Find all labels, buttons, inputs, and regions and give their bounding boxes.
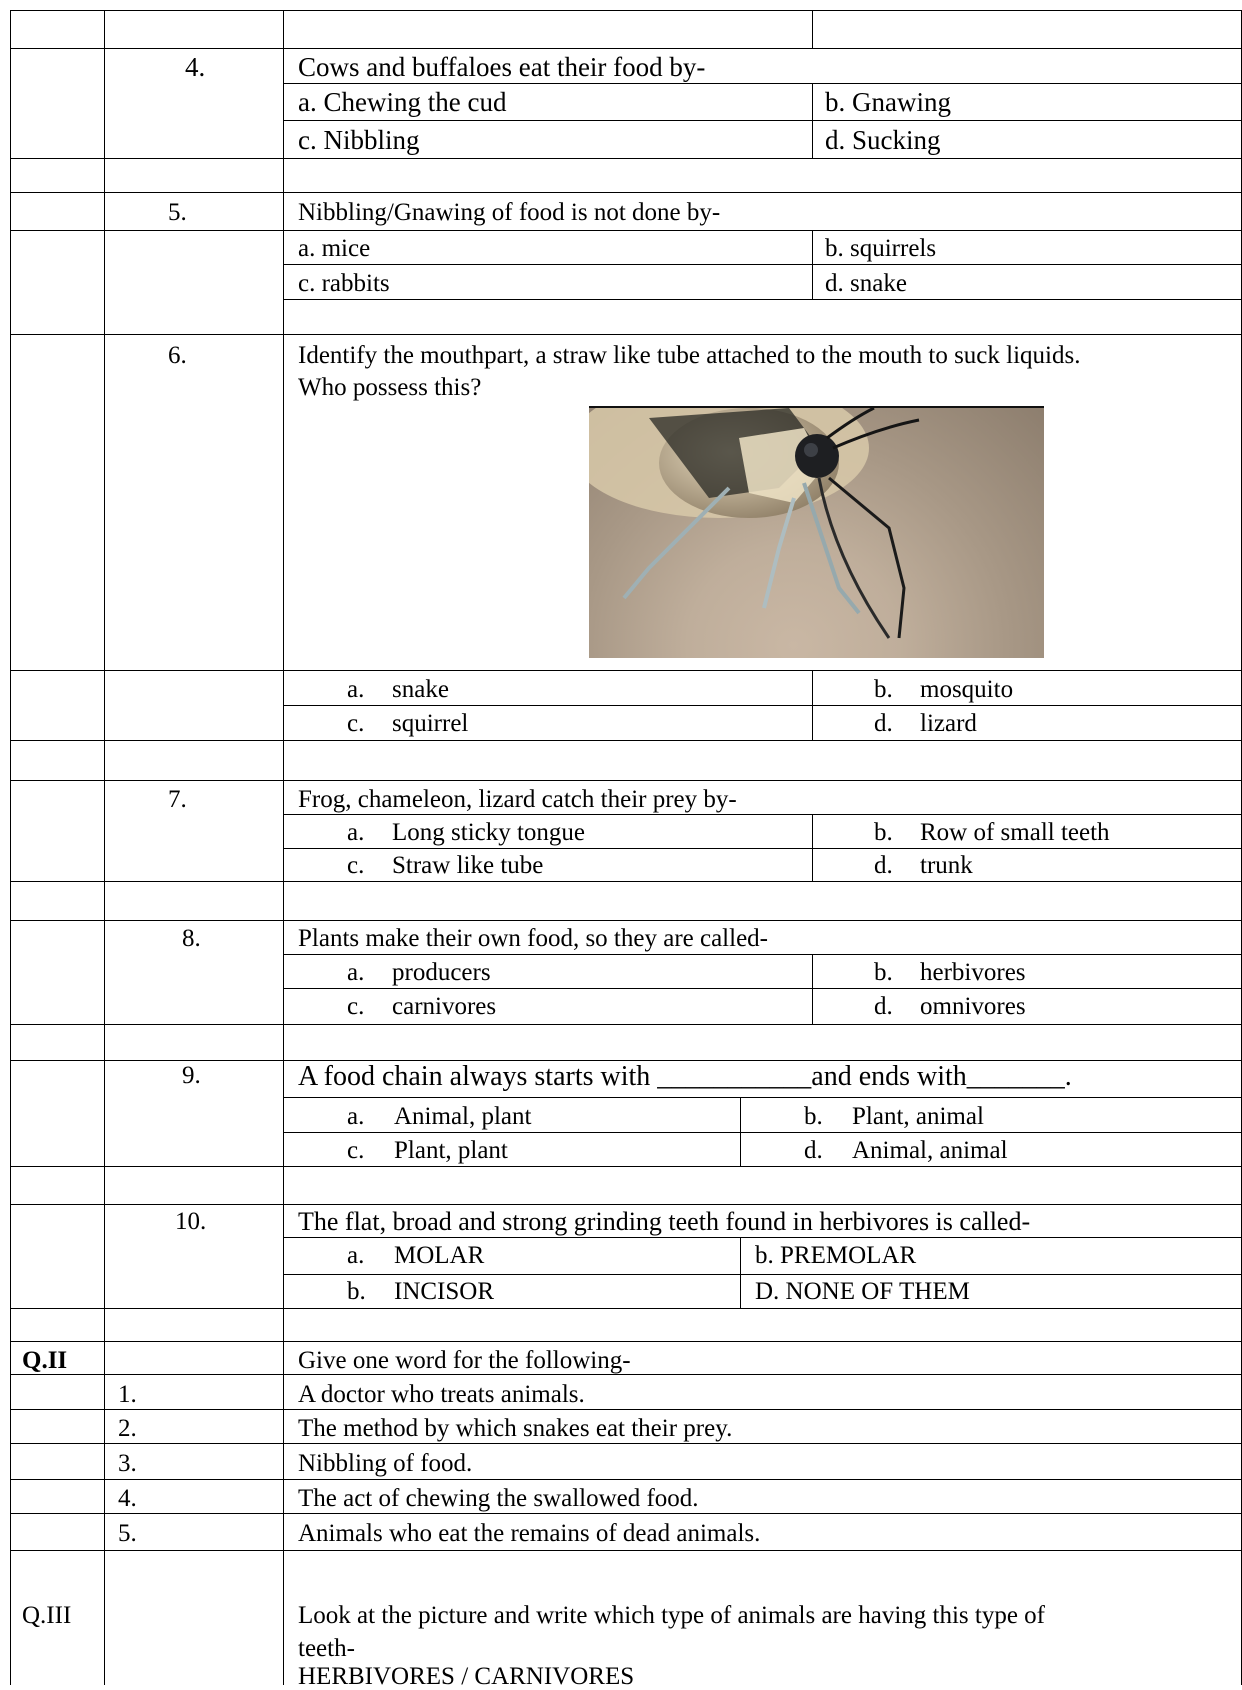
row-line [10, 1409, 1242, 1410]
column-line [812, 230, 813, 299]
question-number: 9. [182, 1062, 201, 1089]
section-text-line2: teeth- [298, 1635, 355, 1662]
row-line [10, 1308, 1242, 1309]
row-line [283, 848, 1242, 849]
option-d-letter: d. [804, 1137, 823, 1164]
option-c-text: carnivores [392, 993, 497, 1020]
column-line [283, 10, 284, 1685]
section-text-line3: HERBIVORES / CARNIVORES [298, 1663, 635, 1690]
item-text: A doctor who treats animals. [298, 1381, 585, 1408]
question-text-line1: Identify the mouthpart, a straw like tube attached to the mouth to suck liquids. [298, 342, 1081, 369]
question-text: Plants make their own food, so they are called- [298, 925, 768, 952]
column-line [10, 10, 11, 1685]
question-text: A food chain always starts with ___________and ends with_______. [298, 1061, 1072, 1092]
option-d-text: omnivores [920, 993, 1026, 1020]
question-text-line2: Who possess this? [298, 374, 482, 401]
column-line [812, 83, 813, 158]
row-line [10, 780, 1242, 781]
row-line [283, 83, 1242, 84]
question-number: 6. [168, 342, 187, 369]
option-a-text: Animal, plant [394, 1103, 532, 1130]
item-text: The method by which snakes eat their prey. [298, 1415, 733, 1442]
column-line [812, 954, 813, 1024]
row-line [10, 740, 1242, 741]
section-label: Q.III [22, 1602, 72, 1629]
row-line [10, 158, 1242, 159]
option-b-text: Row of small teeth [920, 819, 1110, 846]
column-line [104, 10, 105, 1685]
item-number: 4. [118, 1485, 137, 1512]
option-b-text: Plant, animal [852, 1103, 984, 1130]
question-number: 7. [168, 786, 187, 813]
section-text-line1: Look at the picture and write which type of animals are having this type of [298, 1602, 1045, 1629]
option-a: a. Chewing the cud [298, 87, 507, 117]
question-text: Cows and buffaloes eat their food by- [298, 52, 706, 82]
question-text: Nibbling/Gnawing of food is not done by- [298, 199, 721, 226]
option-c-text: squirrel [392, 710, 469, 737]
item-text: The act of chewing the swallowed food. [298, 1485, 699, 1512]
column-line [740, 1237, 741, 1308]
row-line [283, 120, 1242, 121]
option-a-text: MOLAR [394, 1242, 485, 1269]
column-line [812, 670, 813, 740]
option-d-letter: d. [874, 852, 893, 879]
item-number: 5. [118, 1520, 137, 1547]
row-line [10, 1204, 1242, 1205]
option-c-letter: c. [347, 993, 365, 1020]
question-number: 8. [182, 925, 201, 952]
option-d: d. Sucking [825, 125, 941, 155]
row-line [283, 264, 1242, 265]
row-line [10, 1341, 1242, 1342]
option-a-text: snake [392, 676, 449, 703]
option-c-text: INCISOR [394, 1278, 495, 1305]
option-c-letter: c. [347, 710, 365, 737]
row-line [10, 1479, 1242, 1480]
option-a-letter: a. [347, 1103, 365, 1130]
row-line [283, 299, 1242, 300]
option-b-letter: b. [804, 1103, 823, 1130]
row-line [283, 988, 1242, 989]
row-line [283, 1097, 1242, 1098]
option-c: c. rabbits [298, 270, 390, 297]
row-line [10, 10, 1242, 11]
row-line [283, 814, 1242, 815]
butterfly-proboscis-photo [589, 406, 1044, 658]
question-text: The flat, broad and strong grinding teeth found in herbivores is called- [298, 1207, 1031, 1236]
option-d-text: lizard [920, 710, 977, 737]
row-line [10, 334, 1242, 335]
row-line [283, 705, 1242, 706]
row-line [283, 1274, 1242, 1275]
item-text: Animals who eat the remains of dead animals. [298, 1520, 761, 1547]
option-b: b. Gnawing [825, 87, 951, 117]
option-d-letter: d. [874, 710, 893, 737]
row-line [10, 48, 1242, 49]
option-a-letter: a. [347, 959, 365, 986]
row-line [10, 1513, 1242, 1514]
option-c-letter: b. [347, 1278, 366, 1305]
row-line [10, 230, 1242, 231]
row-line [10, 1550, 1242, 1551]
column-line [812, 814, 813, 881]
option-b-letter: b. [874, 819, 893, 846]
item-text: Nibbling of food. [298, 1450, 473, 1477]
column-line [812, 10, 813, 48]
section-heading: Give one word for the following- [298, 1347, 631, 1374]
option-d-text: trunk [920, 852, 973, 879]
option-b-text: herbivores [920, 959, 1026, 986]
question-number: 4. [185, 52, 206, 82]
question-number: 10. [175, 1208, 207, 1235]
option-a-text: producers [392, 959, 491, 986]
option-b-text: b. PREMOLAR [755, 1242, 917, 1269]
option-b-text: mosquito [920, 676, 1014, 703]
option-b-letter: b. [874, 676, 893, 703]
row-line [283, 1132, 1242, 1133]
option-d: d. snake [825, 270, 907, 297]
option-c-letter: c. [347, 1137, 365, 1164]
row-line [283, 954, 1242, 955]
row-line [283, 1237, 1242, 1238]
option-d-text: Animal, animal [852, 1137, 1008, 1164]
option-d-letter: d. [874, 993, 893, 1020]
row-line [10, 1374, 1242, 1375]
item-number: 1. [118, 1381, 137, 1408]
option-c-text: Straw like tube [392, 852, 544, 879]
option-a: a. mice [298, 235, 371, 262]
option-d-text: D. NONE OF THEM [755, 1278, 970, 1305]
option-a-letter: a. [347, 676, 365, 703]
item-number: 3. [118, 1450, 137, 1477]
option-c-text: Plant, plant [394, 1137, 508, 1164]
row-line [10, 670, 1242, 671]
row-line [10, 920, 1242, 921]
row-line [10, 1166, 1242, 1167]
section-label: Q.II [22, 1347, 68, 1374]
option-a-letter: a. [347, 1242, 365, 1269]
option-a-letter: a. [347, 819, 365, 846]
option-b-letter: b. [874, 959, 893, 986]
option-c-letter: c. [347, 852, 365, 879]
option-a-text: Long sticky tongue [392, 819, 586, 846]
question-number: 5. [168, 199, 187, 226]
question-text: Frog, chameleon, lizard catch their prey by- [298, 786, 737, 813]
item-number: 2. [118, 1415, 137, 1442]
option-b: b. squirrels [825, 235, 937, 262]
row-line [10, 1443, 1242, 1444]
row-line [10, 192, 1242, 193]
option-c: c. Nibbling [298, 125, 420, 155]
row-line [10, 881, 1242, 882]
row-line [10, 1024, 1242, 1025]
column-line [740, 1097, 741, 1166]
